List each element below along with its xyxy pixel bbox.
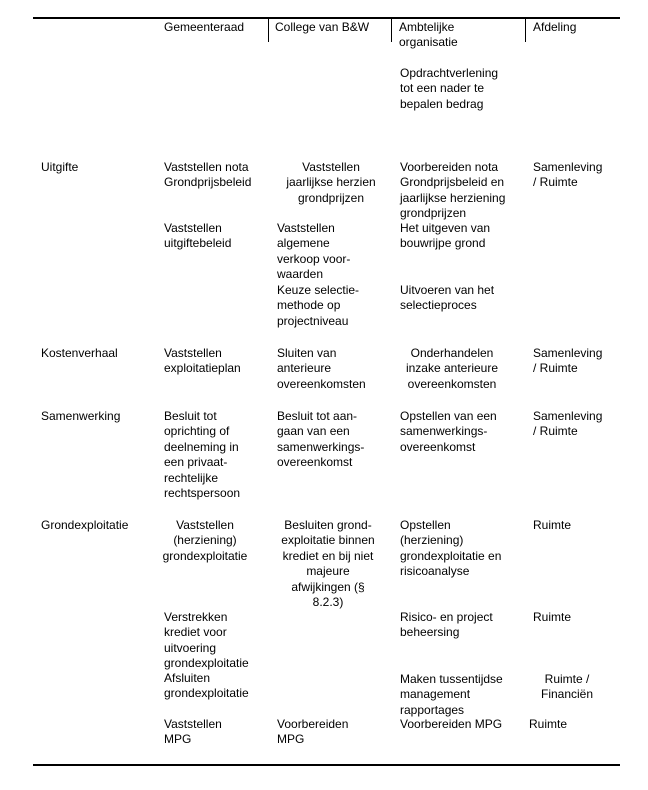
table-top-rule [33,17,620,19]
grondexploitatie-ambt-4: Voorbereiden MPG [400,717,503,731]
row-label-grondexploitatie: Grondexploitatie [41,518,129,532]
grondexploitatie-afdeling-2: Ruimte [533,610,572,624]
header-separator [525,17,526,42]
uitgifte-college-2: Vaststellen algemene verkoop voor- waarden [277,221,351,282]
grondexploitatie-college-4: Voorbereiden MPG [277,717,349,747]
table-bottom-rule [33,764,620,766]
header-separator [268,17,269,42]
grondexploitatie-college-1: Besluiten grond- exploitatie binnen krediet en bij niet majeure afwijkingen (§ 8.2.3) [281,518,375,610]
grondexploitatie-afdeling-4: Ruimte [529,717,568,731]
grondexploitatie-raad-3: Afsluiten grondexploitatie [164,671,249,701]
grondexploitatie-afdeling-3: Ruimte / Financiën [540,672,594,702]
grondexploitatie-raad-4: Vaststellen MPG [164,717,222,747]
row-label-kostenverhaal: Kostenverhaal [41,346,118,360]
grondexploitatie-afdeling-1: Ruimte [533,518,572,532]
grondexploitatie-raad-1: Vaststellen (herziening) grondexploitatie [162,518,248,563]
uitgifte-college-1: Vaststellen jaarlijkse herzien grondprijzen [286,160,376,205]
samenwerking-afdeling: Samenleving / Ruimte [533,409,603,439]
uitgifte-college-3: Keuze selectie- methode op projectniveau [277,283,360,328]
header-separator [391,17,392,42]
header-ambtelijke-organisatie: Ambtelijke organisatie [399,20,458,50]
header-gemeenteraad: Gemeenteraad [164,20,245,34]
header-college: College van B&W [275,20,370,34]
uitgifte-ambt-3: Uitvoeren van het selectieproces [400,283,495,313]
row-label-uitgifte: Uitgifte [41,160,79,174]
uitgifte-raad-1: Vaststellen nota Grondprijsbeleid [164,160,252,190]
kostenverhaal-college: Sluiten van anterieure overeenkomsten [277,346,366,391]
grondexploitatie-ambt-2: Risico- en project beheersing [400,610,493,640]
samenwerking-raad: Besluit tot oprichting of deelneming in een privaat- rechtelijke rechtspersoon [164,409,241,501]
header-ambtelijk-note: Opdrachtverlening tot een nader te bepalen bedrag [400,66,499,111]
kostenverhaal-afdeling: Samenleving / Ruimte [533,346,603,376]
row-label-samenwerking: Samenwerking [41,409,121,423]
grondexploitatie-ambt-3: Maken tussentijdse management rapportages [400,672,503,717]
uitgifte-raad-2: Vaststellen uitgiftebeleid [164,221,232,251]
samenwerking-college: Besluit tot aan- gaan van een samenwerkings- overeenkomst [277,409,365,470]
grondexploitatie-ambt-1: Opstellen (herziening) grondexploitatie en risicoanalyse [400,518,502,579]
grondexploitatie-raad-2: Verstrekken krediet voor uitvoering grondexploitatie [164,610,249,671]
samenwerking-ambt: Opstellen van een samenwerkings- overeenkomst [400,409,497,454]
uitgifte-ambt-1: Voorbereiden nota Grondprijsbeleid en jaarlijkse herziening grondprijzen [400,160,506,221]
kostenverhaal-raad: Vaststellen exploitatieplan [164,346,241,376]
uitgifte-afdeling: Samenleving / Ruimte [533,160,603,190]
kostenverhaal-ambt: Onderhandelen inzake anterieure overeenkomsten [405,346,499,391]
header-afdeling: Afdeling [533,20,577,34]
uitgifte-ambt-2: Het uitgeven van bouwrijpe grond [400,221,491,251]
